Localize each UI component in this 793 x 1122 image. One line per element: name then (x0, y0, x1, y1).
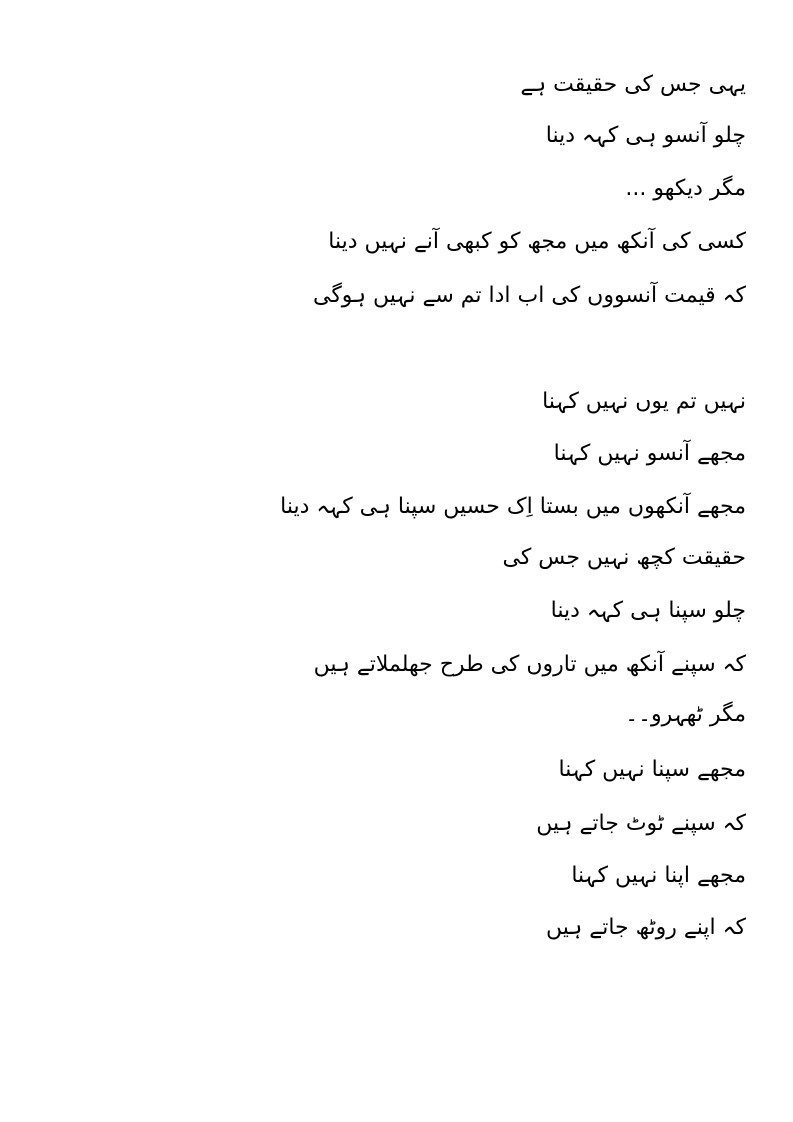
poem-line: مجھے سپنا نہیں کہنا (558, 757, 746, 782)
poem-line: کہ قیمت آنسووں کی اب ادا تم سے نہیں ہوگی (313, 283, 746, 308)
poem-line: چلو سپنا ہی کہہ دینا (550, 598, 746, 623)
poem-line: کہ اپنے روٹھ جاتے ہیں (546, 915, 746, 940)
poem-line: مجھے اپنا نہیں کہنا (571, 863, 746, 888)
poem-line: مگر ٹھہرو۔۔ (625, 702, 746, 727)
poem-line: یہی جس کی حقیقت ہے (520, 72, 746, 97)
poem-line: چلو آنسو ہی کہہ دینا (545, 123, 746, 148)
poem-line: نہیں تم یوں نہیں کہنا (542, 389, 746, 414)
poem-line: مجھے آنکھوں میں بستا اِک حسیں سپنا ہی کہہ دینا (280, 494, 746, 519)
poem-line: کسی کی آنکھ میں مجھ کو کبھی آنے نہیں دینا (328, 229, 746, 254)
poem-line: مجھے آنسو نہیں کہنا (553, 441, 746, 466)
poem-line: کہ سپنے آنکھ میں تاروں کی طرح جھلملاتے ہیں (313, 652, 746, 677)
poem-line: مگر دیکھو ... (625, 176, 746, 201)
poem-line: کہ سپنے ٹوٹ جاتے ہیں (536, 811, 746, 836)
poem-line: حقیقت کچھ نہیں جس کی (502, 545, 746, 570)
